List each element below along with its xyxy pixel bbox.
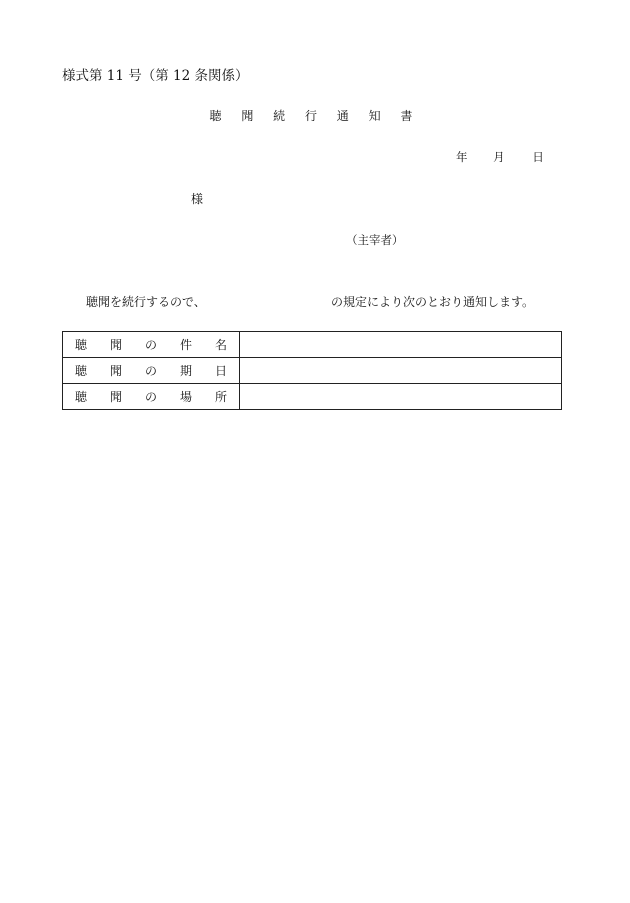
label-char: の bbox=[144, 364, 157, 378]
body-text-left: 聴聞を続行するので、 bbox=[86, 295, 206, 309]
subject-value-cell[interactable] bbox=[240, 332, 562, 358]
date-line bbox=[456, 149, 544, 165]
label-char: 日 bbox=[214, 364, 227, 378]
label-char: 聴 bbox=[75, 390, 88, 404]
hearing-info-table bbox=[62, 331, 562, 410]
body-text-right: の規定により次のとおり通知します。 bbox=[331, 295, 535, 309]
label-char: 聴 bbox=[75, 338, 88, 352]
label-char: 所 bbox=[214, 390, 227, 404]
label-char: 件 bbox=[179, 338, 192, 352]
label-char: 聞 bbox=[109, 338, 122, 352]
label-char: 場 bbox=[179, 390, 192, 404]
date-year-label: 年 bbox=[456, 150, 468, 164]
form-number: 様式第 11 号（第 12 条関係） bbox=[62, 68, 249, 84]
row-label bbox=[63, 384, 240, 410]
table-row-date bbox=[63, 358, 562, 384]
sender-role: （主宰者） bbox=[346, 233, 404, 247]
label-char: 聞 bbox=[109, 364, 122, 378]
place-value-cell[interactable] bbox=[240, 384, 562, 410]
table-row-place bbox=[63, 384, 562, 410]
label-char: 名 bbox=[214, 338, 227, 352]
document-title: 聴 聞 続 行 通 知 書 bbox=[209, 109, 421, 123]
label-char: 聴 bbox=[75, 364, 88, 378]
addressee-suffix: 様 bbox=[191, 192, 204, 206]
date-day-label: 日 bbox=[532, 150, 544, 164]
date-month-label: 月 bbox=[493, 150, 505, 164]
row-label bbox=[63, 332, 240, 358]
table-row-subject bbox=[63, 332, 562, 358]
label-char: の bbox=[144, 390, 157, 404]
row-label bbox=[63, 358, 240, 384]
label-char: 聞 bbox=[109, 390, 122, 404]
label-char: の bbox=[144, 338, 157, 352]
label-char: 期 bbox=[179, 364, 192, 378]
date-value-cell[interactable] bbox=[240, 358, 562, 384]
